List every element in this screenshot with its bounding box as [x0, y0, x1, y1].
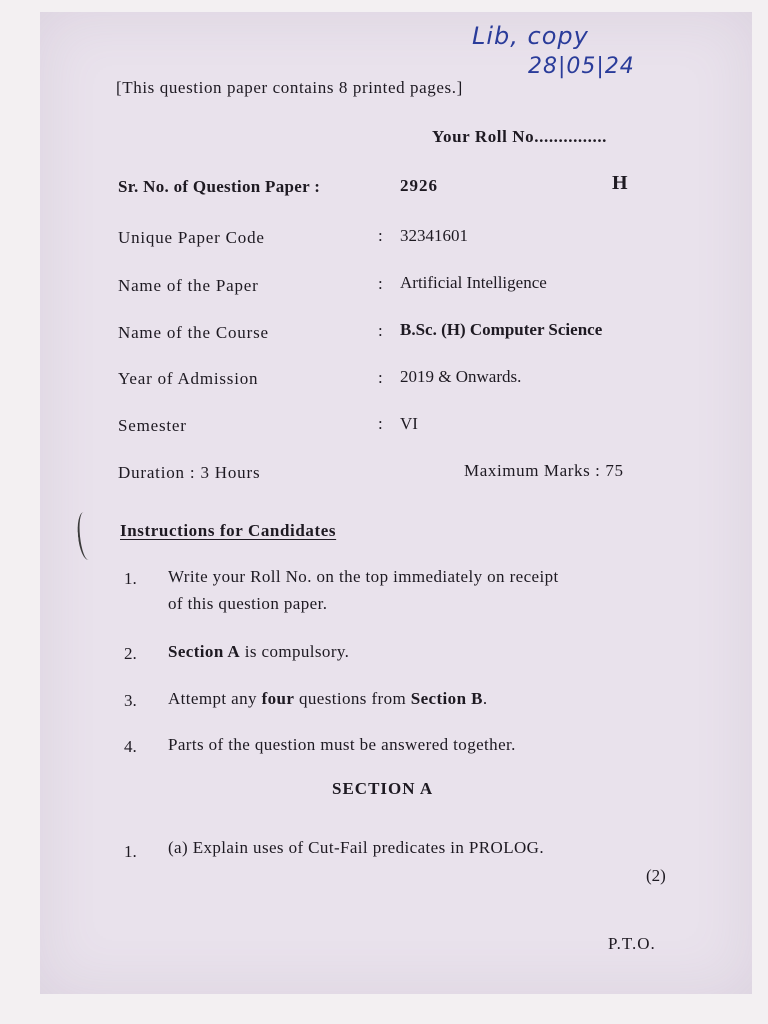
section-b-emphasis: Section B: [410, 689, 483, 708]
field-colon: :: [378, 321, 383, 340]
instruction-4: Parts of the question must be answered together.: [168, 735, 516, 754]
unique-paper-code-value: 32341601: [400, 226, 468, 245]
instruction-number: 3.: [124, 691, 137, 710]
serial-number-label: Sr. No. of Question Paper :: [118, 177, 321, 196]
field-colon: :: [378, 368, 383, 387]
question-number: 1.: [124, 842, 137, 861]
instruction-number: 1.: [124, 569, 137, 588]
field-colon: :: [378, 274, 383, 293]
maximum-marks: Maximum Marks : 75: [464, 461, 624, 480]
semester-value: VI: [400, 414, 418, 433]
four-emphasis: four: [261, 689, 295, 708]
instruction-3: [168, 689, 487, 709]
year-of-admission-value: 2019 & Onwards.: [400, 367, 522, 386]
instruction-number: 4.: [124, 737, 137, 756]
instruction-1-line-2: of this question paper.: [168, 594, 328, 613]
paper-set-letter: H: [612, 172, 628, 194]
field-colon: :: [378, 226, 383, 245]
section-a-emphasis: Section A: [168, 642, 241, 661]
instruction-2-text: is compulsory.: [240, 642, 350, 661]
page-count-note: [This question paper contains 8 printed pages.]: [116, 78, 463, 97]
question-1a-text: (a) Explain uses of Cut-Fail predicates in PROLOG.: [168, 838, 544, 857]
question-1a-marks: (2): [646, 866, 666, 885]
course-name-value: B.Sc. (H) Computer Science: [400, 320, 603, 339]
unique-paper-code-label: Unique Paper Code: [118, 228, 265, 247]
paper-name-label: Name of the Paper: [118, 276, 259, 295]
instruction-3-text-b: questions from: [294, 689, 411, 708]
instruction-2: [168, 642, 349, 662]
roll-number-line: Your Roll No...............: [432, 127, 608, 146]
duration: Duration : 3 Hours: [118, 463, 261, 482]
field-colon: :: [378, 414, 383, 433]
semester-label: Semester: [118, 416, 187, 435]
year-of-admission-label: Year of Admission: [118, 369, 259, 388]
course-name-label: Name of the Course: [118, 323, 269, 342]
section-a-heading: SECTION A: [332, 779, 434, 798]
paper-name-value: Artificial Intelligence: [400, 273, 547, 292]
handwritten-date: 28|05|24: [528, 54, 635, 79]
please-turn-over: P.T.O.: [608, 934, 656, 953]
instruction-1-line-1: Write your Roll No. on the top immediately on receipt: [168, 567, 559, 586]
handwritten-note-lib-copy: Lib, copy: [472, 22, 589, 50]
serial-number-value: 2926: [400, 176, 438, 195]
instruction-3-text-a: Attempt any: [168, 689, 262, 708]
instruction-number: 2.: [124, 644, 137, 663]
instructions-heading: Instructions for Candidates: [120, 521, 337, 540]
instruction-3-text-c: .: [482, 689, 488, 708]
